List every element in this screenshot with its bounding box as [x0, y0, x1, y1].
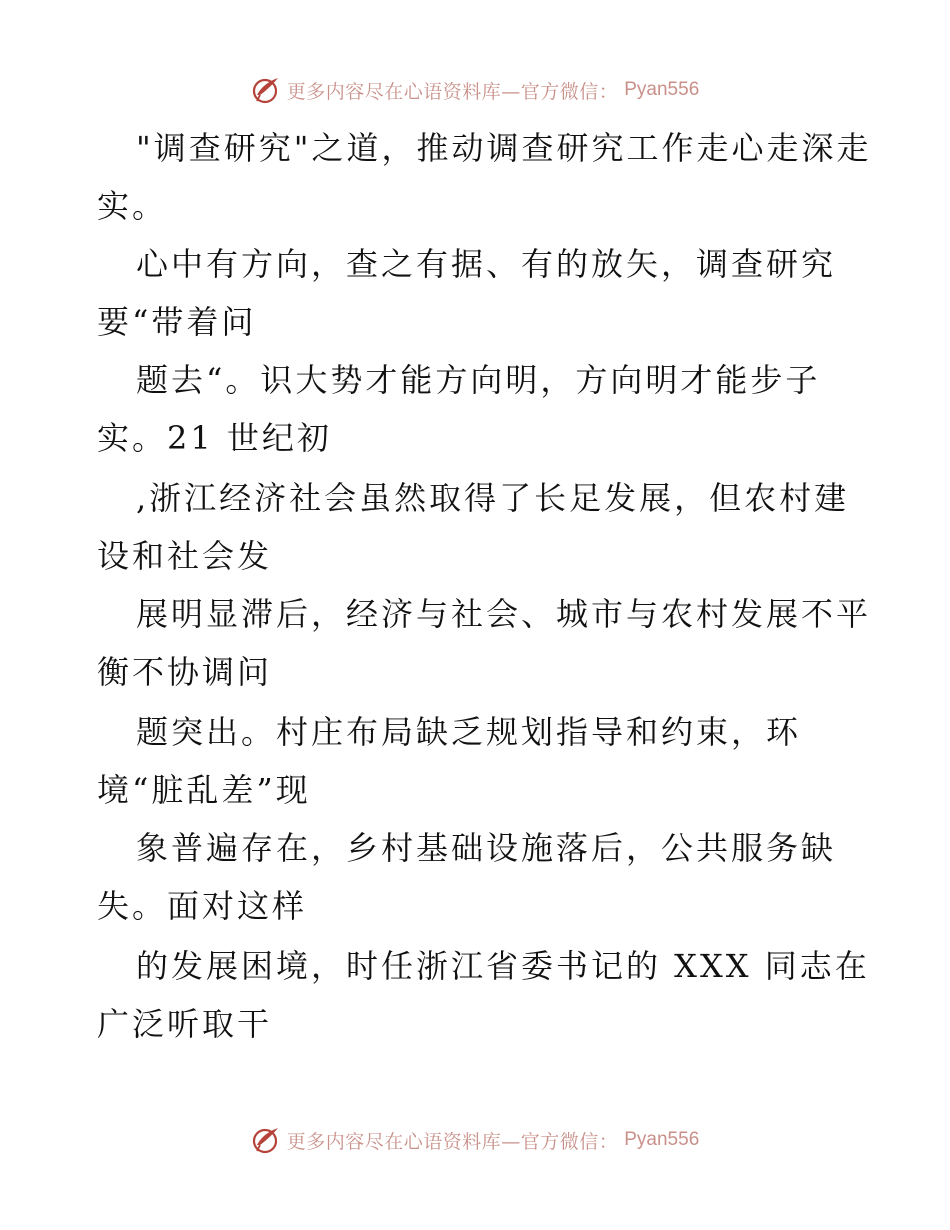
text-line: ,浙江经济社会虽然取得了长足发展，但农村建 — [136, 479, 850, 517]
text-line: 设和社会发 — [97, 537, 273, 575]
text-line: 题去“。识大势才能方向明，方向明才能步子 — [136, 361, 821, 399]
watermark-wechat-id: Pyan556 — [624, 79, 700, 100]
text-line: 失。面对这样 — [97, 887, 308, 925]
text-line: 象普遍存在，乡村基础设施落后，公共服务缺 — [136, 829, 837, 867]
text-line: 要“带着问 — [97, 303, 257, 341]
watermark-text: 更多内容尽在心语资料库—官方微信： — [286, 80, 619, 103]
text-line: 实。 — [97, 187, 168, 225]
text-line: 实。21 世纪初 — [97, 419, 332, 457]
text-line: 的发展困境，时任浙江省委书记的 XXX 同志在 — [136, 947, 870, 985]
text-line: 展明显滞后，经济与社会、城市与农村发展不平 — [136, 595, 872, 633]
text-line: "调查研究"之道，推动调查研究工作走心走深走 — [136, 129, 872, 167]
quill-logo-icon — [251, 1125, 281, 1155]
text-line: 衡不协调问 — [97, 653, 273, 691]
quill-logo-icon — [251, 75, 281, 105]
watermark-text: 更多内容尽在心语资料库—官方微信： — [286, 1130, 619, 1153]
footer-watermark — [0, 1122, 950, 1158]
header-watermark — [0, 72, 950, 108]
text-line: 境“脏乱差”现 — [97, 771, 311, 809]
text-line: 心中有方向，查之有据、有的放矢，调查研究 — [136, 245, 837, 283]
text-line: 广泛听取干 — [97, 1005, 273, 1043]
text-line: 题突出。村庄布局缺乏规划指导和约束，环 — [136, 713, 802, 751]
watermark-wechat-id: Pyan556 — [624, 1129, 700, 1150]
